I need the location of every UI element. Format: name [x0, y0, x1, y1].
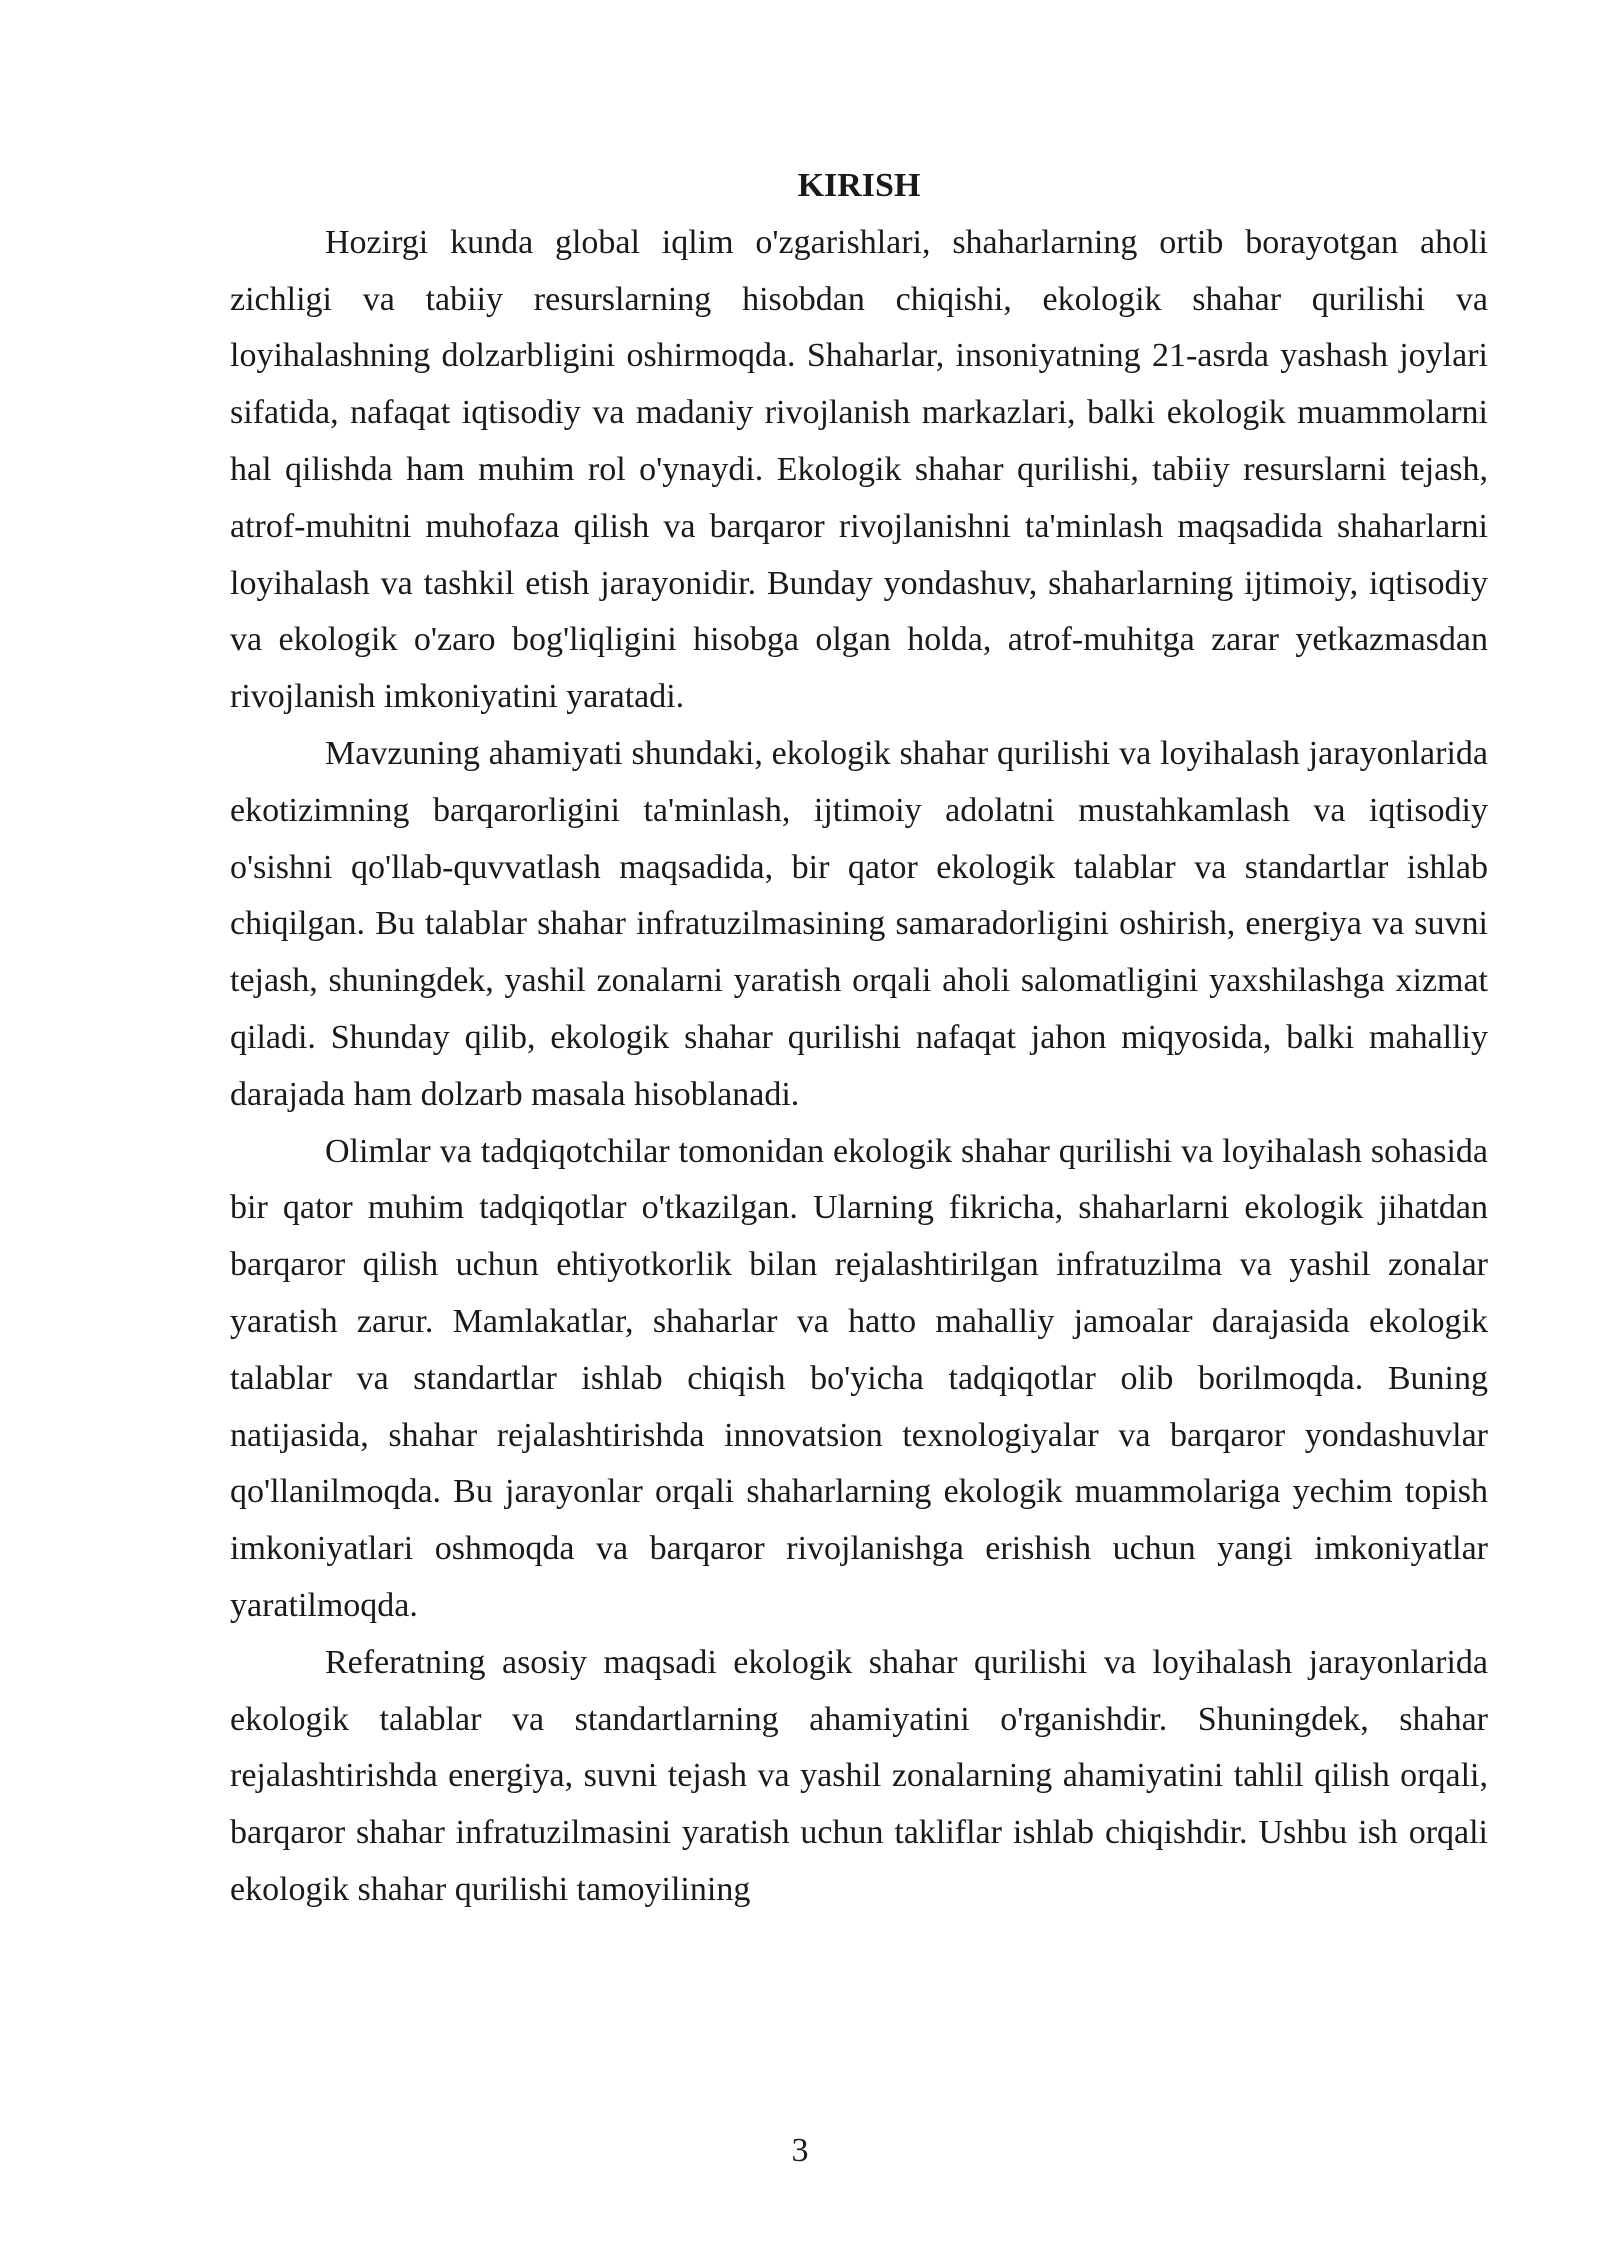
paragraph-1: Hozirgi kunda global iqlim o'zgarishlari, shaharlarning ortib borayotgan aholi zichligi va tabiiy resurslarning hisobdan chiqishi, ekologik shahar qurilishi va loyihalashning dolzarbligini oshirmoqda. Shaharlar, insoniyatning 21-asrda yashash joylari sifatida, nafaqat iqtisodiy va madaniy rivojlanish markazlari, balki ekologik muammolarni hal qilishda ham muhim rol o'ynaydi. Ekologik shahar qurilishi, tabiiy resurslarni tejash, atrof-muhitni muhofaza qilish va barqaror rivojlanishni ta'minlash maqsadida shaharlarni loyihalash va tashkil etish jarayonidir. Bunday yondashuv, shaharlarning ijtimoiy, iqtisodiy va ekologik o'zaro bog'liqligini hisobga olgan holda, atrof-muhitga zarar yetkazmasdan rivojlanish imkoniyatini yaratadi. — [230, 223, 1488, 716]
paragraph-4: Referatning asosiy maqsadi ekologik shahar qurilishi va loyihalash jarayonlarida ekologik talablar va standartlarning ahamiyatini o'rganishdir. Shuningdek, shahar rejalashtirishda energiya, suvni tejash va yashil zonalarning ahamiyatini tahlil qilish orqali, barqaror shahar infratuzilmasini yaratish uchun takliflar ishlab chiqishdir. Ushbu ish orqali ekologik shahar qurilishi tamoyilining — [230, 1643, 1488, 1908]
page-number: 3 — [791, 2132, 809, 2169]
paragraph-3: Olimlar va tadqiqotchilar tomonidan ekologik shahar qurilishi va loyihalash sohasida bir qator muhim tadqiqotlar o'tkazilgan. Ularning fikricha, shaharlarni ekologik jihatdan barqaror qilish uchun ehtiyotkorlik bilan rejalashtirilgan infratuzilma va yashil zonalar yaratish zarur. Mamlakatlar, shaharlar va hatto mahalliy jamoalar darajasida ekologik talablar va standartlar ishlab chiqish bo'yicha tadqiqotlar olib borilmoqda. Buning natijasida, shahar rejalashtirishda innovatsion texnologiyalar va barqaror yondashuvlar qo'llanilmoqda. Bu jarayonlar orqali shaharlarning ekologik muammolariga yechim topish imkoniyatlari oshmoqda va barqaror rivojlanishga erishish uchun yangi imkoniyatlar yaratilmoqda. — [230, 1132, 1488, 1624]
paragraph-2: Mavzuning ahamiyati shundaki, ekologik shahar qurilishi va loyihalash jarayonlarida ekotizimning barqarorligini ta'minlash, ijtimoiy adolatni mustahkamlash va iqtisodiy o'sishni qo'llab-quvvatlash maqsadida, bir qator ekologik talablar va standartlar ishlab chiqilgan. Bu talablar shahar infratuzilmasining samaradorligini oshirish, energiya va suvni tejash, shuningdek, yashil zonalarni yaratish orqali aholi salomatligini yaxshilashga xizmat qiladi. Shunday qilib, ekologik shahar qurilishi nafaqat jahon miqyosida, balki mahalliy darajada ham dolzarb masala hisoblanadi. — [230, 734, 1488, 1113]
section-heading: KIRISH — [797, 167, 921, 204]
page-content — [230, 158, 1488, 1919]
